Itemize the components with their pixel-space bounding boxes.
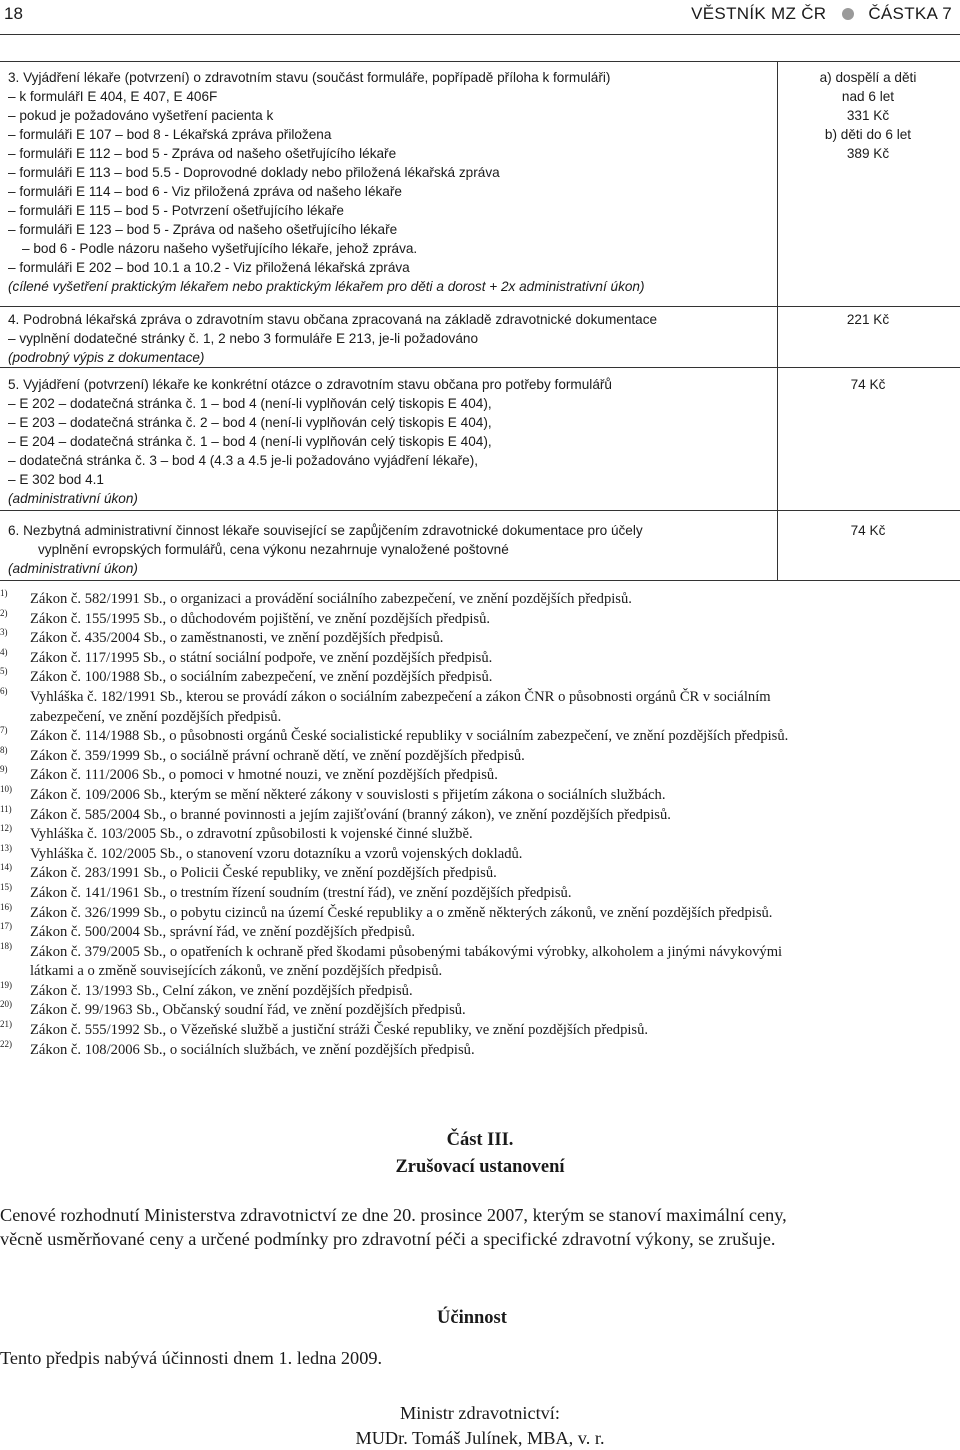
row-line: 5. Vyjádření (potvrzení) lékaře ke konkrétní otázce o zdravotním stavu občana pro potřeby formulářů xyxy=(8,377,612,392)
page-number: 18 xyxy=(4,4,23,23)
footnote-text: Zákon č. 283/1991 Sb., o Policii České republiky, ve znění pozdějších předpisů. xyxy=(30,865,497,882)
signature-name: MUDr. Tomáš Julínek, MBA, v. r. xyxy=(355,1428,605,1448)
footnote-text: Zákon č. 141/1961 Sb., o trestním řízení soudním (trestní řád), ve znění pozdějších předpisů. xyxy=(30,884,572,901)
row-note: (administrativní úkon) xyxy=(8,561,138,576)
table-row-3-description xyxy=(8,68,772,296)
footnote-mark: 7) xyxy=(0,725,8,736)
footnote-mark: 2) xyxy=(0,607,8,618)
footnote-text: Zákon č. 155/1995 Sb., o důchodovém pojištění, ve znění pozdějších předpisů. xyxy=(30,610,491,627)
footnote-text: zabezpečení, ve znění pozdějších předpisů. xyxy=(30,708,282,725)
footnote xyxy=(0,864,960,884)
footnote-mark: 1) xyxy=(0,588,8,598)
table-row-3-price xyxy=(782,68,954,163)
row-line: – E 204 – dodatečná stránka č. 1 – bod 4 (není-li vyplňován celý tiskopis E 404), xyxy=(8,434,492,449)
footnote-text: Zákon č. 585/2004 Sb., o branné povinnosti a jejím zajišťování (branný zákon), ve znění pozdějších předpisů. xyxy=(30,806,671,823)
table-row-5-description xyxy=(8,375,772,508)
row-line: – pokud je požadováno vyšetření pacienta k xyxy=(8,108,274,123)
price-line: 74 Kč xyxy=(850,523,886,538)
footnote-text: Zákon č. 500/2004 Sb., správní řád, ve znění pozdějších předpisů. xyxy=(30,924,416,941)
table-row-4-description xyxy=(8,310,772,367)
table-row-6-description xyxy=(8,521,772,578)
table-row-divider xyxy=(0,510,960,511)
footnote xyxy=(0,629,960,649)
footnote-mark: 8) xyxy=(0,744,8,755)
footnote-mark: 13) xyxy=(0,842,12,853)
footnote xyxy=(0,744,960,767)
footnote xyxy=(0,923,960,943)
footnote-mark: 22) xyxy=(0,1038,12,1049)
paragraph-line: věcně usměrňované ceny a určené podmínky pro zdravotní péči a specifické zdravotní výkony, se zrušuje. xyxy=(0,1229,776,1249)
footnote-mark: 17) xyxy=(0,921,12,932)
row-line: 6. Nezbytná administrativní činnost lékaře související se zapůjčením zdravotnické dokumentace pro účely xyxy=(8,523,643,538)
journal-name: VĚSTNÍK MZ ČR xyxy=(691,4,827,23)
table-row-divider xyxy=(0,367,960,368)
price-line: 74 Kč xyxy=(850,377,886,392)
part-heading: Část III. xyxy=(446,1130,514,1150)
header-divider xyxy=(0,34,960,35)
price-line: 331 Kč xyxy=(846,108,890,123)
footnote-mark: 19) xyxy=(0,979,12,990)
row-line: – formuláři E 113 – bod 5.5 - Doprovodné doklady nebo přiložená lékařská zpráva xyxy=(8,165,500,180)
footnote-mark: 10) xyxy=(0,783,12,794)
part-subheading: Zrušovací ustanovení xyxy=(395,1157,565,1177)
footnote xyxy=(0,825,960,845)
signature-title: Ministr zdravotnictví: xyxy=(400,1403,560,1423)
row-line: – E 202 – dodatečná stránka č. 1 – bod 4 (není-li vyplňován celý tiskopis E 404), xyxy=(8,396,492,411)
footnote xyxy=(0,727,960,747)
footnote xyxy=(0,668,960,688)
footnote xyxy=(0,803,960,826)
footnote-mark: 4) xyxy=(0,646,8,657)
footnote-text: Zákon č. 109/2006 Sb., kterým se mění některé zákony v souvislosti s přijetím zákona o sociálních službách. xyxy=(30,786,666,803)
row-note: (administrativní úkon) xyxy=(8,491,138,506)
footnote xyxy=(0,766,960,786)
footnote-text: Zákon č. 108/2006 Sb., o sociálních službách, ve znění pozdějších předpisů. xyxy=(30,1041,475,1058)
footnote-mark: 20) xyxy=(0,999,12,1010)
bullet-dot-icon xyxy=(842,8,854,20)
footnote-text: Zákon č. 326/1999 Sb., o pobytu cizinců na území České republiky a o změně některých zákonů, ve znění pozdějších předpisů. xyxy=(30,904,773,921)
row-line: 3. Vyjádření lékaře (potvrzení) o zdravotním stavu (součást formuláře, popřípadě příloha k formuláři) xyxy=(8,70,611,85)
row-line: – E 302 bod 4.1 xyxy=(8,472,104,487)
footnote-mark: 6) xyxy=(0,685,8,696)
row-line: – formuláři E 123 – bod 5 - Zpráva od našeho ošetřujícího lékaře xyxy=(8,222,398,237)
effect-heading: Účinnost xyxy=(437,1308,507,1328)
row-line: – formuláři E 115 – bod 5 - Potvrzení ošetřujícího lékaře xyxy=(8,203,344,218)
footnote-mark: 21) xyxy=(0,1019,12,1030)
footnote-mark: 14) xyxy=(0,862,12,873)
row-line: vyplnění evropských formulářů, cena výkonu nezahrnuje vynaložené poštovné xyxy=(38,542,509,557)
footnote-mark: 9) xyxy=(0,764,8,775)
effect-text: Tento předpis nabývá účinnosti dnem 1. ledna 2009. xyxy=(0,1348,383,1368)
row-line: – formuláři E 107 – bod 8 - Lékařská zpráva přiložena xyxy=(8,127,332,142)
footnote xyxy=(0,901,960,924)
footnote xyxy=(0,940,960,982)
footnote-mark: 16) xyxy=(0,901,12,912)
page-header xyxy=(0,0,960,34)
footnote-text: Zákon č. 99/1963 Sb., Občanský soudní řád, ve znění pozdějších předpisů. xyxy=(30,1002,466,1019)
footnote-text: Vyhláška č. 103/2005 Sb., o zdravotní způsobilosti k vojenské činné službě. xyxy=(30,826,473,843)
footnote-text: Zákon č. 111/2006 Sb., o pomoci v hmotné nouzi, ve znění pozdějších předpisů. xyxy=(30,767,498,784)
footnote xyxy=(0,1038,960,1061)
footnote xyxy=(0,590,960,610)
footnote xyxy=(0,1001,960,1021)
footnote-mark: 15) xyxy=(0,881,12,892)
row-line: – vyplnění dodatečné stránky č. 1, 2 nebo 3 formuláře E 213, je-li požadováno xyxy=(8,331,479,346)
row-note: (cílené vyšetření praktickým lékařem nebo praktickým lékařem pro děti a dorost + 2x administrativní úkon) xyxy=(8,279,645,294)
footnote xyxy=(0,881,960,904)
row-line: – formuláři E 202 – bod 10.1 a 10.2 - Viz přiložená lékařská zpráva xyxy=(8,260,410,275)
footnote-mark: 5) xyxy=(0,666,8,677)
paragraph-line: Cenové rozhodnutí Ministerstva zdravotnictví ze dne 20. prosince 2007, kterým se stanoví maximální ceny, xyxy=(0,1205,787,1225)
price-line: nad 6 let xyxy=(841,89,895,104)
footnote-text: látkami a o změně souvisejících zákonů, ve znění pozdějších předpisů. xyxy=(30,963,443,980)
footnote-text: Zákon č. 435/2004 Sb., o zaměstnanosti, ve znění pozdějších předpisů. xyxy=(30,630,444,647)
footnote xyxy=(0,842,960,865)
footnote xyxy=(0,646,960,669)
footnote-mark: 11) xyxy=(0,803,12,814)
footnote-text: Zákon č. 13/1993 Sb., Celní zákon, ve znění pozdějších předpisů. xyxy=(30,982,413,999)
row-line: – formuláři E 114 – bod 6 - Viz přiložená zpráva od našeho lékaře xyxy=(8,184,402,199)
table-row-divider xyxy=(0,306,960,307)
price-line: 221 Kč xyxy=(846,312,890,327)
price-line: 389 Kč xyxy=(846,146,890,161)
table-row-4-price xyxy=(782,310,954,329)
price-table xyxy=(0,61,960,580)
footnote-text: Vyhláška č. 182/1991 Sb., kterou se provádí zákon o sociálním zabezpečení a zákon ČNR o působnosti orgánů ČR v sociálním xyxy=(30,688,771,705)
footnote-mark: 3) xyxy=(0,627,8,638)
row-line: – dodatečná stránka č. 3 – bod 4 (4.3 a 4.5 je-li požadováno vyjádření lékaře), xyxy=(8,453,479,468)
price-line: b) děti do 6 let xyxy=(824,127,912,142)
footnote-mark: 18) xyxy=(0,940,12,951)
row-line: – k formulářI E 404, E 407, E 406F xyxy=(8,89,218,104)
row-line: – formuláři E 112 – bod 5 - Zpráva od našeho ošetřujícího lékaře xyxy=(8,146,397,161)
footnote-text: Zákon č. 555/1992 Sb., o Vězeňské službě a justiční stráži České republiky, ve znění pozdějších předpisů. xyxy=(30,1022,649,1039)
footnote xyxy=(0,607,960,630)
footnote-mark: 12) xyxy=(0,823,12,834)
footnote xyxy=(0,1021,960,1041)
repeal-paragraph xyxy=(0,1203,960,1251)
footnote xyxy=(0,783,960,806)
row-line: 4. Podrobná lékařská zpráva o zdravotním stavu občana zpracovaná na základě zdravotnické dokumentace xyxy=(8,312,658,327)
row-note: (podrobný výpis z dokumentace) xyxy=(8,350,205,365)
table-row-6-price xyxy=(782,521,954,540)
footnote-text: Zákon č. 379/2005 Sb., o opatřeních k ochraně před škodami působenými tabákovými výrobky, alkoholem a jinými návykovými xyxy=(30,943,783,960)
footnote-text: Zákon č. 582/1991 Sb., o organizaci a provádění sociálního zabezpečení, ve znění pozdějších předpisů. xyxy=(30,591,632,607)
table-row-5-price xyxy=(782,375,954,394)
footnote xyxy=(0,685,960,727)
table-top-border xyxy=(0,61,960,62)
footnotes xyxy=(0,590,960,1060)
footnote-text: Zákon č. 117/1995 Sb., o státní sociální podpoře, ve znění pozdějších předpisů. xyxy=(30,649,493,666)
footnote-text: Zákon č. 114/1988 Sb., o působnosti orgánů České socialistické republiky v sociálním zabezpečení, ve znění pozdějších předpisů. xyxy=(30,728,789,745)
row-line: – E 203 – dodatečná stránka č. 2 – bod 4 (není-li vyplňován celý tiskopis E 404), xyxy=(8,415,492,430)
footnote-text: Zákon č. 359/1999 Sb., o sociálně právní ochraně dětí, ve znění pozdějších předpisů. xyxy=(30,747,525,764)
price-line: a) dospělí a děti xyxy=(819,70,917,85)
footnote-text: Vyhláška č. 102/2005 Sb., o stanovení vzoru dotazníku a vzorů vojenských dokladů. xyxy=(30,845,523,862)
table-bottom-border xyxy=(0,580,960,581)
footnote-text: Zákon č. 100/1988 Sb., o sociálním zabezpečení, ve znění pozdějších předpisů. xyxy=(30,669,493,686)
row-line: – bod 6 - Podle názoru našeho vyšetřujícího lékaře, jehož zpráva. xyxy=(22,241,418,256)
issue-label: ČÁSTKA 7 xyxy=(868,4,952,23)
journal-title xyxy=(691,4,952,24)
table-column-divider xyxy=(777,61,778,580)
footnote xyxy=(0,979,960,1002)
